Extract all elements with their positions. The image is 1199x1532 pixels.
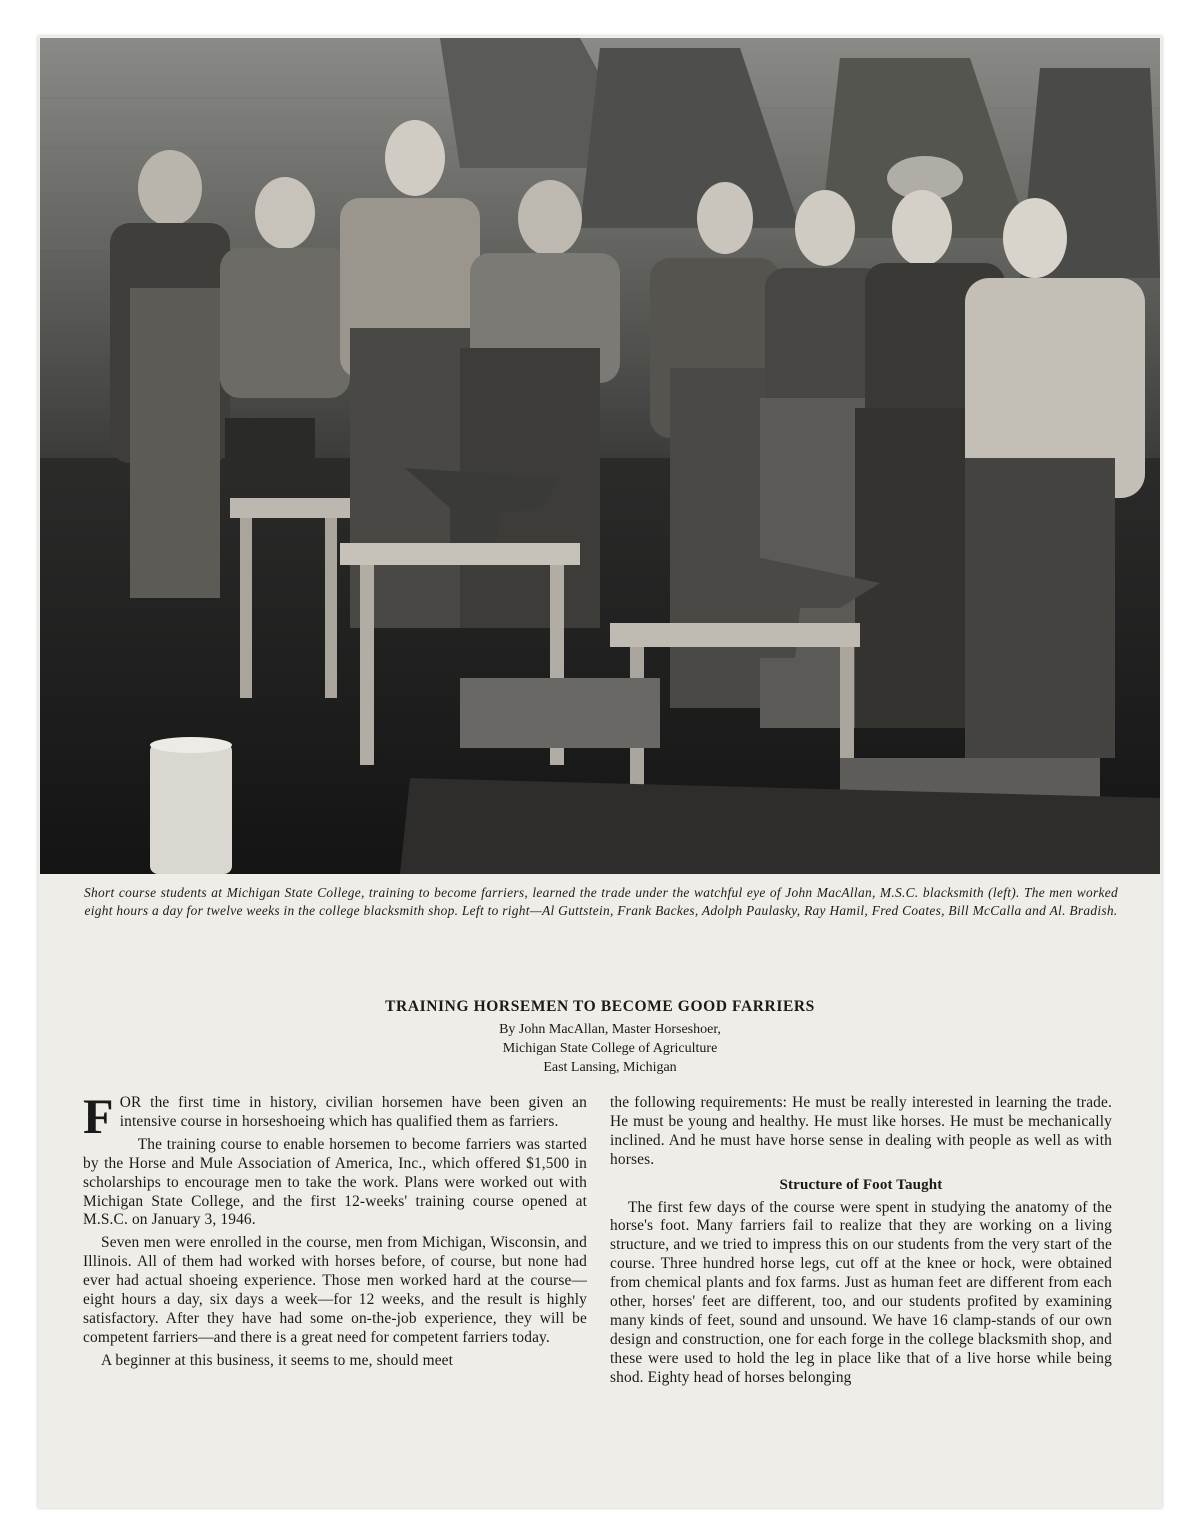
article-paragraph — [83, 1088, 587, 1144]
byline-location: East Lansing, Michigan — [543, 1060, 677, 1075]
article-left-column — [83, 1088, 587, 1375]
byline-author: By John MacAllan, Master Horseshoer, — [499, 1022, 721, 1037]
article-title: TRAINING HORSEMEN TO BECOME GOOD FARRIERS — [385, 998, 815, 1015]
document-page — [38, 36, 1162, 1508]
article-right-column — [610, 1094, 1112, 1392]
article-paragraph: A beginner at this business, it seems to me, should meet — [101, 1351, 454, 1369]
drop-cap: F — [83, 1088, 114, 1144]
byline-institution: Michigan State College of Agriculture — [502, 1041, 718, 1056]
section-subheading: Structure of Foot Taught — [779, 1176, 943, 1193]
blacksmith-shop-photo — [40, 38, 1160, 874]
article-paragraph: The training course to enable horsemen to become farriers was started by the Horse and Mule Association of America, Inc., which offered $1,500 in scholarships to encourage men to take the work. Plans were worked out with Michigan State College, and the first 12-weeks' training course opened at M.S.C. on January 3, 1946. — [83, 1135, 587, 1229]
article-paragraph: Seven men were enrolled in the course, men from Michigan, Wisconsin, and Illinois. All of them had worked with horses before, of course, but none had ever had actual shoeing experience. Those men worked hard at the course—eight hours a day, six days a week—for 12 weeks, and the result is highly satisfactory. After they have had some on-the-job experience, they will be competent farriers—and there is a great need for competent farriers today. — [83, 1234, 587, 1346]
article-byline — [38, 1020, 1162, 1077]
photo-caption: Short course students at Michigan State College, training to become farriers, learned the trade under the watchful eye of John MacAllan, M.S.C. blacksmith (left). The men worked eight hours a day for twelve weeks in the college blacksmith shop. Left to right—Al Guttstein, Frank Backes, Adolph Paulasky, Ray Hamil, Fred Coates, Bill McCalla and Al. Bradish. — [84, 885, 1118, 918]
article-paragraph: the following requirements: He must be really interested in learning the trade. He must be young and healthy. He must like horses. He must be mechanically inclined. And he must have horse sense in dealing with people as well as with horses. — [610, 1094, 1112, 1168]
photo-illustration — [40, 38, 1160, 874]
article-paragraph: The first few days of the course were spent in studying the anatomy of the horse's foot. Many farriers fail to realize that they are working on a living structure, and we tried to impress this on our students from the very start of the course. Three hundred horse legs, cut off at the knee or hock, were obtained from chemical plants and fox farms. Just as human feet are different from each other, horses' feet are different, too, and our students profited by examining many kinds of feet, sound and unsound. We have 16 clamp-stands of our own design and construction, one for each forge in the college blacksmith shop, and these were used to hold the leg in place like that of a live horse while being shod. Eighty head of horses belonging — [610, 1198, 1112, 1386]
paragraph-text: OR the first time in history, civilian horsemen have been given an intensive course in horseshoeing which has qualified them as farriers. — [119, 1094, 587, 1130]
